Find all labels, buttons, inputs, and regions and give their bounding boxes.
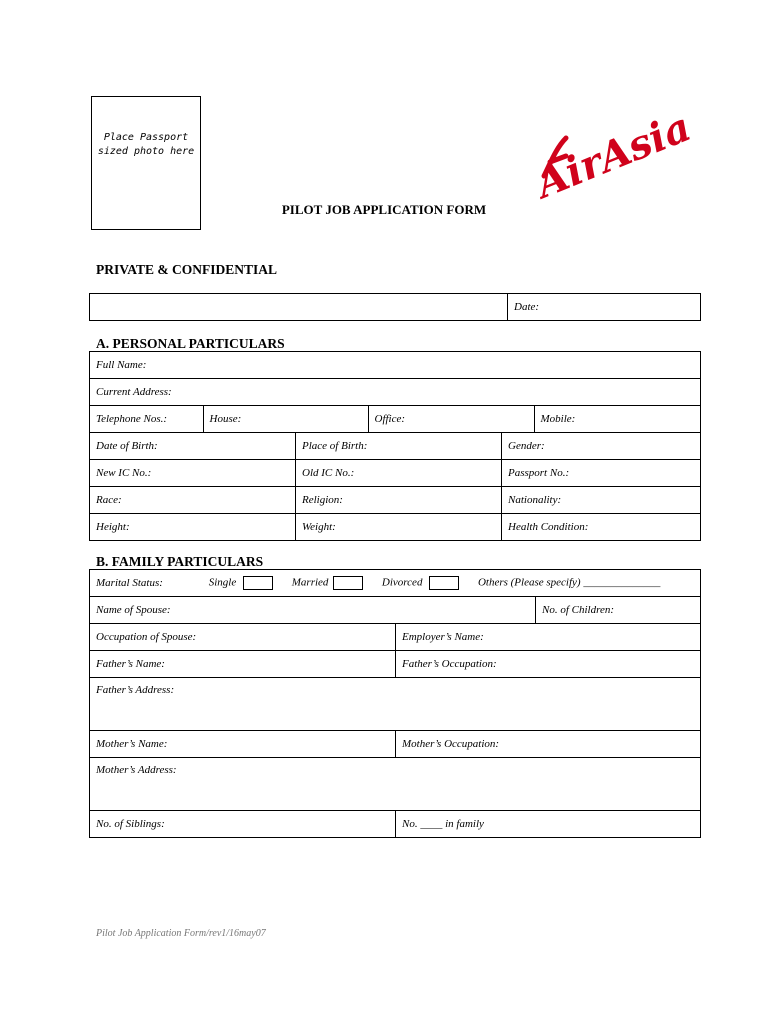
others-label[interactable]: Others (Please specify) ______________ bbox=[477, 576, 661, 589]
mother-occupation-field[interactable]: Mother’s Occupation: bbox=[396, 731, 701, 758]
form-title: PILOT JOB APPLICATION FORM bbox=[281, 202, 487, 217]
mother-address-field[interactable]: Mother’s Address: bbox=[90, 758, 701, 811]
new-ic-field[interactable]: New IC No.: bbox=[90, 460, 296, 487]
airasia-logo bbox=[529, 103, 698, 208]
telephone-row bbox=[90, 406, 701, 433]
divorced-label: Divorced bbox=[381, 576, 423, 589]
race-field[interactable]: Race: bbox=[90, 487, 296, 514]
marital-status-label: Marital Status: bbox=[96, 576, 163, 589]
mobile-field[interactable]: Mobile: bbox=[540, 413, 576, 425]
siblings-field[interactable]: No. of Siblings: bbox=[90, 811, 396, 838]
passport-field[interactable]: Passport No.: bbox=[502, 460, 701, 487]
current-address-field[interactable]: Current Address: bbox=[90, 379, 701, 406]
divorced-checkbox[interactable] bbox=[429, 576, 459, 590]
pob-field[interactable]: Place of Birth: bbox=[296, 433, 502, 460]
weight-field[interactable]: Weight: bbox=[296, 514, 502, 541]
footer-text: Pilot Job Application Form/rev1/16may07 bbox=[96, 928, 266, 939]
personal-particulars-table bbox=[89, 351, 701, 541]
blank-field[interactable] bbox=[90, 294, 508, 321]
marital-status-row bbox=[90, 570, 701, 597]
father-occupation-field[interactable]: Father’s Occupation: bbox=[396, 651, 701, 678]
married-label: Married bbox=[291, 576, 329, 589]
father-address-field[interactable]: Father’s Address: bbox=[90, 678, 701, 731]
single-checkbox[interactable] bbox=[243, 576, 273, 590]
height-field[interactable]: Height: bbox=[90, 514, 296, 541]
family-particulars-table bbox=[89, 569, 701, 838]
photo-instruction-line1: Place Passport bbox=[103, 132, 189, 143]
telephone-label: Telephone Nos.: bbox=[90, 406, 203, 432]
date-field[interactable]: Date: bbox=[508, 294, 701, 321]
gender-field[interactable]: Gender: bbox=[502, 433, 701, 460]
health-field[interactable]: Health Condition: bbox=[502, 514, 701, 541]
married-checkbox[interactable] bbox=[333, 576, 363, 590]
father-name-field[interactable]: Father’s Name: bbox=[90, 651, 396, 678]
nationality-field[interactable]: Nationality: bbox=[502, 487, 701, 514]
private-heading: PRIVATE & CONFIDENTIAL bbox=[96, 262, 278, 277]
full-name-field[interactable]: Full Name: bbox=[90, 352, 701, 379]
old-ic-field[interactable]: Old IC No.: bbox=[296, 460, 502, 487]
photo-instruction bbox=[92, 131, 200, 159]
date-table bbox=[89, 293, 701, 321]
photo-instruction-line2: sized photo here bbox=[97, 146, 195, 157]
spouse-occupation-field[interactable]: Occupation of Spouse: bbox=[90, 624, 396, 651]
dob-field[interactable]: Date of Birth: bbox=[90, 433, 296, 460]
section-b-heading: B. FAMILY PARTICULARS bbox=[96, 554, 264, 569]
section-a-heading: A. PERSONAL PARTICULARS bbox=[96, 336, 285, 351]
single-label: Single bbox=[208, 576, 237, 589]
airasia-logo-text: AirAsia bbox=[529, 103, 698, 208]
house-field[interactable]: House: bbox=[203, 406, 368, 432]
office-field[interactable]: Office: bbox=[368, 406, 534, 432]
mother-name-field[interactable]: Mother’s Name: bbox=[90, 731, 396, 758]
religion-field[interactable]: Religion: bbox=[296, 487, 502, 514]
in-family-field[interactable]: No. ____ in family bbox=[396, 811, 701, 838]
children-field[interactable]: No. of Children: bbox=[536, 597, 701, 624]
employer-field[interactable]: Employer’s Name: bbox=[396, 624, 701, 651]
spouse-name-field[interactable]: Name of Spouse: bbox=[90, 597, 536, 624]
